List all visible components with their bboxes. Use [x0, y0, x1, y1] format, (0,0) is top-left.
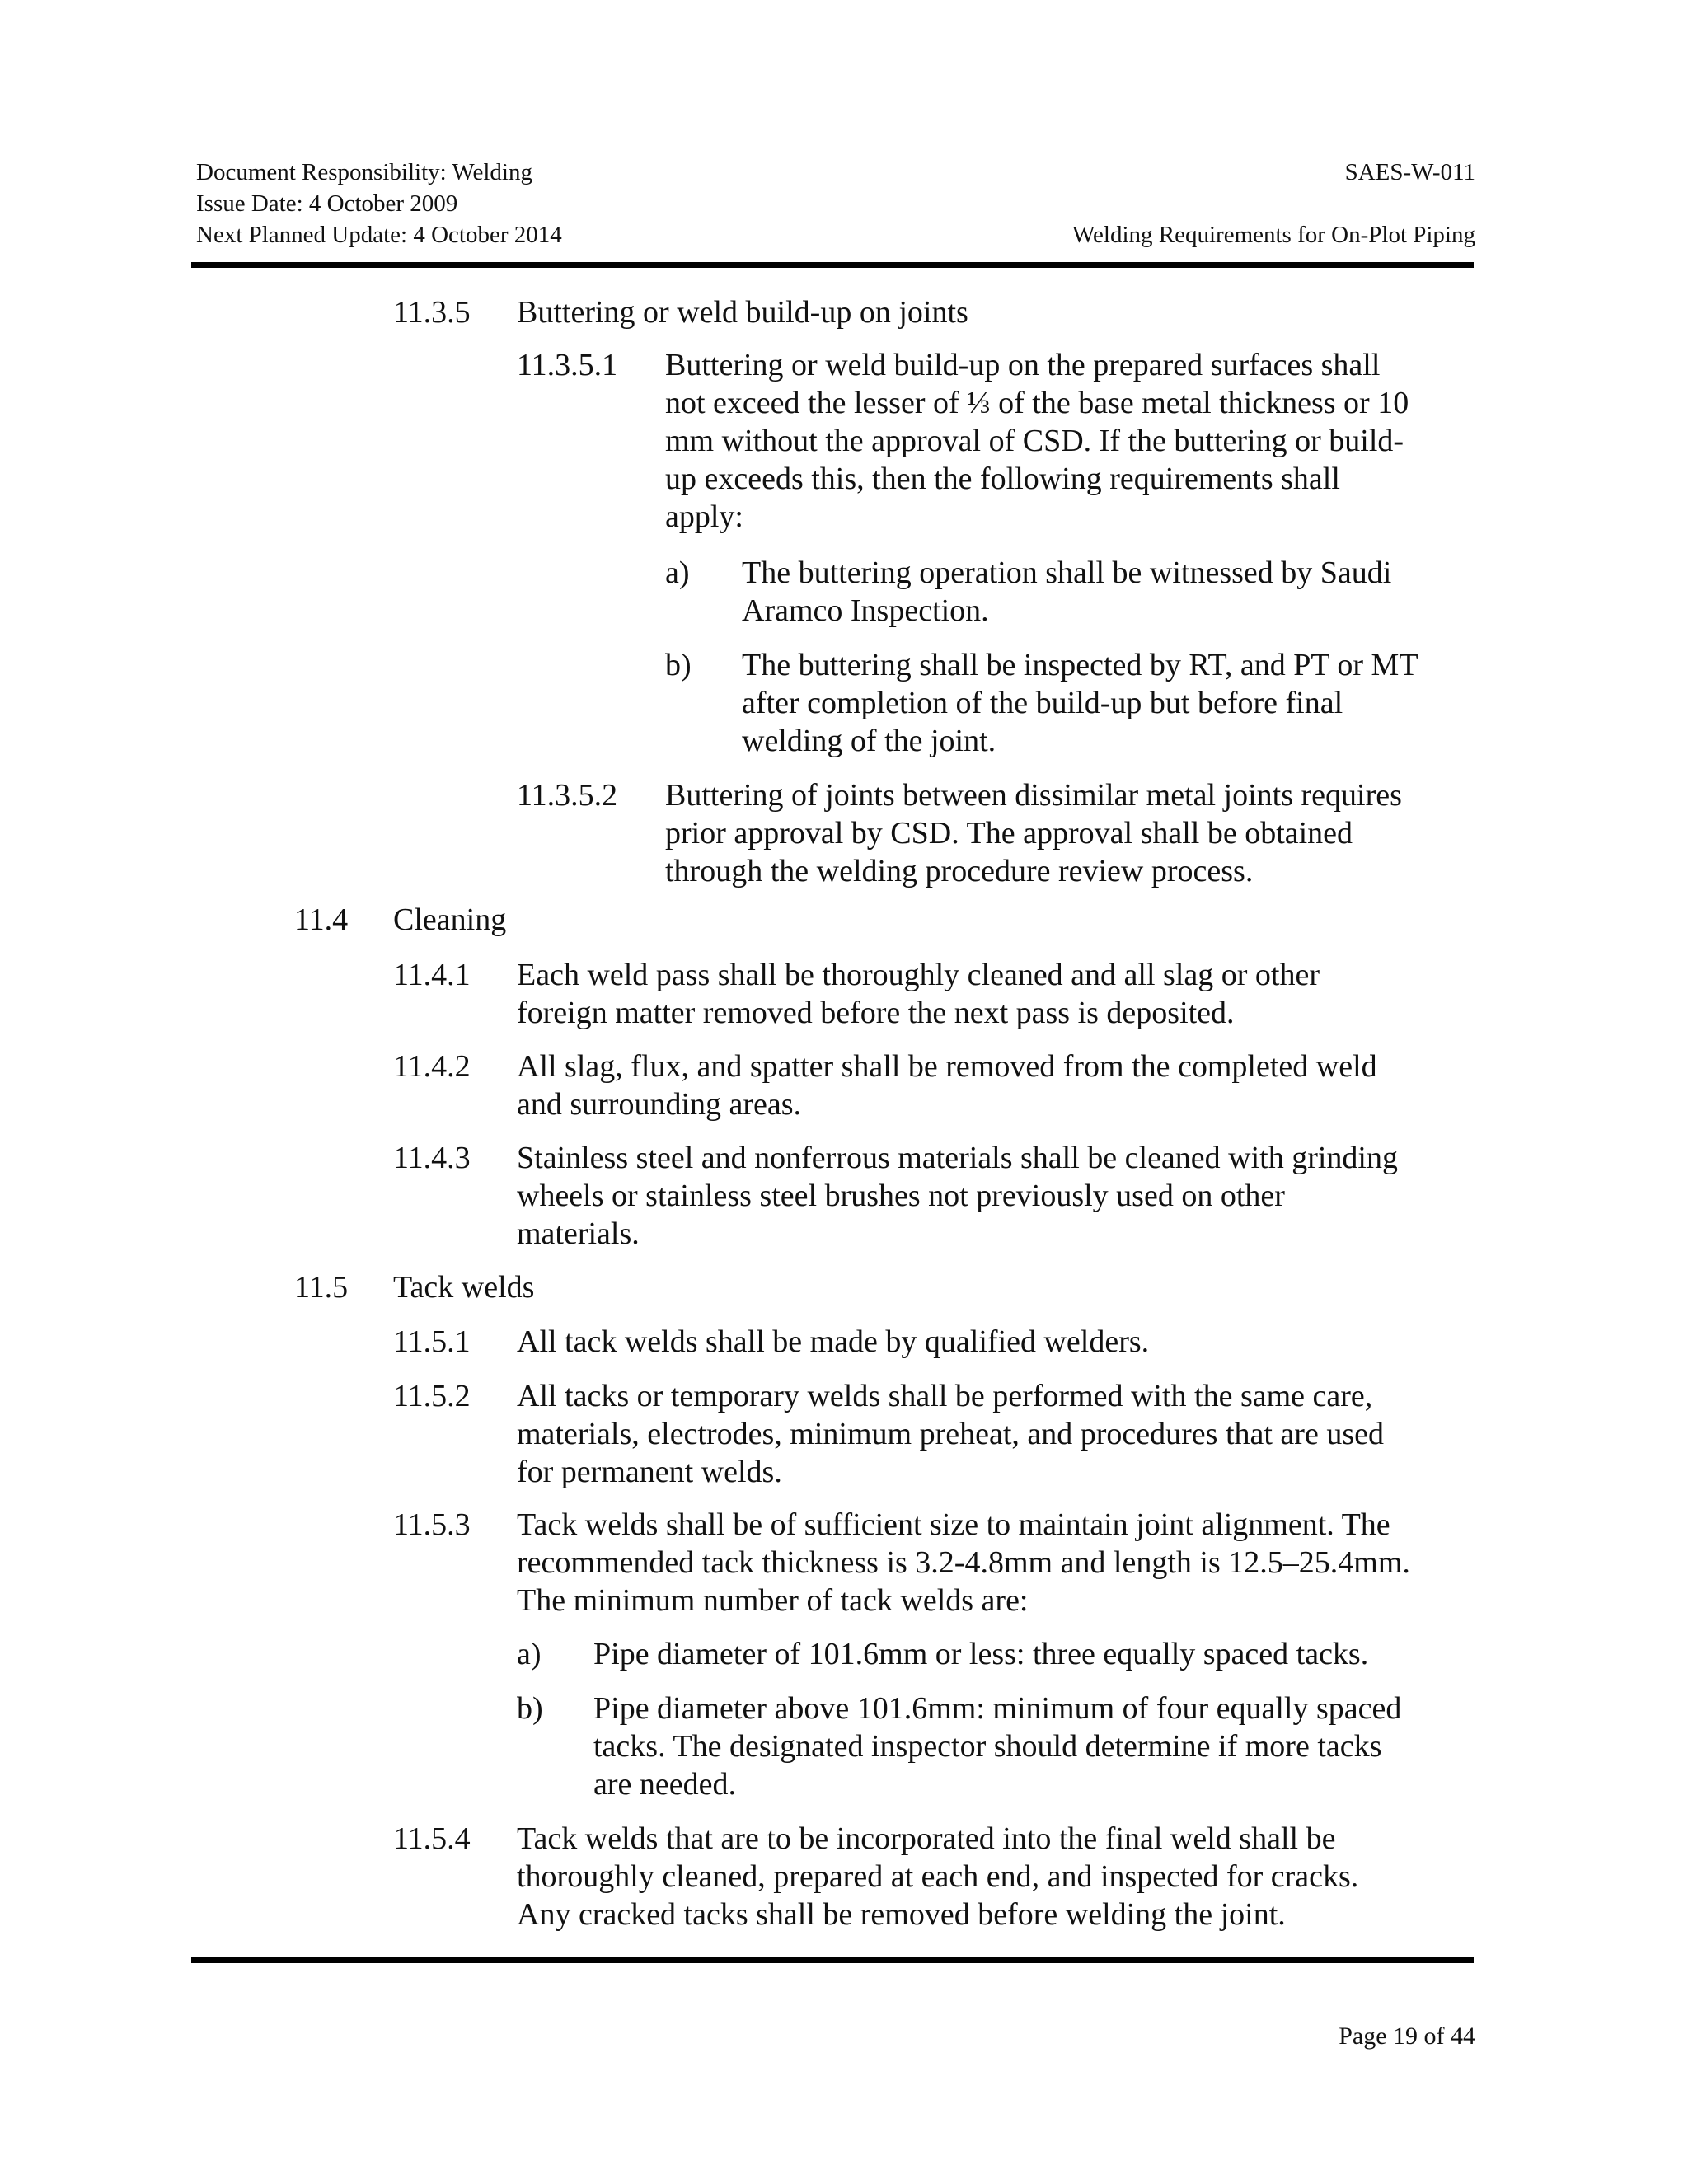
text-line: foreign matter removed before the next pass is deposited.	[517, 996, 1235, 1030]
text-line: through the welding procedure review process.	[665, 854, 1254, 888]
text-line: for permanent welds.	[517, 1455, 782, 1489]
section-number: 11.3.5.1	[517, 348, 618, 382]
text-line: materials.	[517, 1216, 640, 1251]
text-line: All tack welds shall be made by qualified welders.	[517, 1324, 1150, 1359]
section-number: 11.5.2	[393, 1379, 471, 1413]
text-line: after completion of the build-up but before final	[742, 686, 1343, 720]
text-line: wheels or stainless steel brushes not previously used on other	[517, 1179, 1285, 1213]
text-line: Buttering or weld build-up on joints	[517, 295, 968, 330]
section-number: 11.4.1	[393, 958, 471, 992]
text-line: Pipe diameter of 101.6mm or less: three equally spaced tacks.	[593, 1637, 1369, 1671]
doc-responsibility: Document Responsibility: Welding	[196, 159, 532, 185]
section-number: 11.4.2	[393, 1049, 471, 1084]
text-line: prior approval by CSD. The approval shall be obtained	[665, 816, 1353, 851]
section-number: 11.4	[294, 902, 349, 937]
text-line: The buttering operation shall be witnessed by Saudi	[742, 555, 1392, 590]
text-line: are needed.	[593, 1767, 736, 1802]
text-line: The buttering shall be inspected by RT, and PT or MT	[742, 648, 1418, 682]
text-line: tacks. The designated inspector should determine if more tacks	[593, 1729, 1382, 1764]
text-line: apply:	[665, 499, 743, 534]
section-number: 11.3.5.2	[517, 778, 618, 813]
text-line: thoroughly cleaned, prepared at each end, and inspected for cracks.	[517, 1859, 1359, 1894]
text-line: up exceeds this, then the following requirements shall	[665, 462, 1340, 496]
page-number: Page 19 of 44	[1339, 2022, 1475, 2050]
text-line: All slag, flux, and spatter shall be removed from the completed weld	[517, 1049, 1377, 1084]
next-update: Next Planned Update: 4 October 2014	[196, 222, 562, 248]
text-line: All tacks or temporary welds shall be performed with the same care,	[517, 1379, 1373, 1413]
text-line: The minimum number of tack welds are:	[517, 1583, 1029, 1618]
text-line: Stainless steel and nonferrous materials shall be cleaned with grinding	[517, 1141, 1398, 1175]
list-marker: a)	[665, 555, 690, 590]
section-number: 11.3.5	[393, 295, 471, 330]
text-line: Tack welds that are to be incorporated into the final weld shall be	[517, 1821, 1336, 1856]
list-marker: b)	[665, 648, 692, 682]
section-number: 11.5.3	[393, 1507, 471, 1542]
footer-rule	[191, 1957, 1474, 1963]
section-heading: Cleaning	[393, 902, 507, 937]
section-number: 11.4.3	[393, 1141, 471, 1175]
list-marker: a)	[517, 1637, 542, 1671]
section-number: 11.5	[294, 1270, 349, 1305]
text-line: Each weld pass shall be thoroughly cleaned and all slag or other	[517, 958, 1320, 992]
header-rule	[191, 262, 1474, 268]
doc-title: Welding Requirements for On-Plot Piping	[1071, 222, 1475, 248]
section-number: 11.5.1	[393, 1324, 471, 1359]
text-line: Pipe diameter above 101.6mm: minimum of four equally spaced	[593, 1691, 1402, 1726]
section-number: 11.5.4	[393, 1821, 471, 1856]
text-line: welding of the joint.	[742, 724, 996, 758]
text-line: Any cracked tacks shall be removed before welding the joint.	[517, 1897, 1286, 1932]
text-line: recommended tack thickness is 3.2-4.8mm and length is 12.5–25.4mm.	[517, 1545, 1410, 1580]
list-marker: b)	[517, 1691, 543, 1726]
text-line: and surrounding areas.	[517, 1087, 802, 1122]
text-line: mm without the approval of CSD. If the buttering or build-	[665, 424, 1404, 458]
text-line: not exceed the lesser of ⅓ of the base metal thickness or 10	[665, 386, 1409, 420]
text-line: materials, electrodes, minimum preheat, and procedures that are used	[517, 1417, 1384, 1451]
text-line: Buttering of joints between dissimilar metal joints requires	[665, 778, 1402, 813]
issue-date: Issue Date: 4 October 2009	[196, 190, 458, 217]
doc-number: SAES-W-011	[1344, 159, 1475, 185]
text-line: Buttering or weld build-up on the prepared surfaces shall	[665, 348, 1381, 382]
text-line: Tack welds shall be of sufficient size to maintain joint alignment. The	[517, 1507, 1390, 1542]
section-heading: Tack welds	[393, 1270, 535, 1305]
text-line: Aramco Inspection.	[742, 593, 989, 628]
